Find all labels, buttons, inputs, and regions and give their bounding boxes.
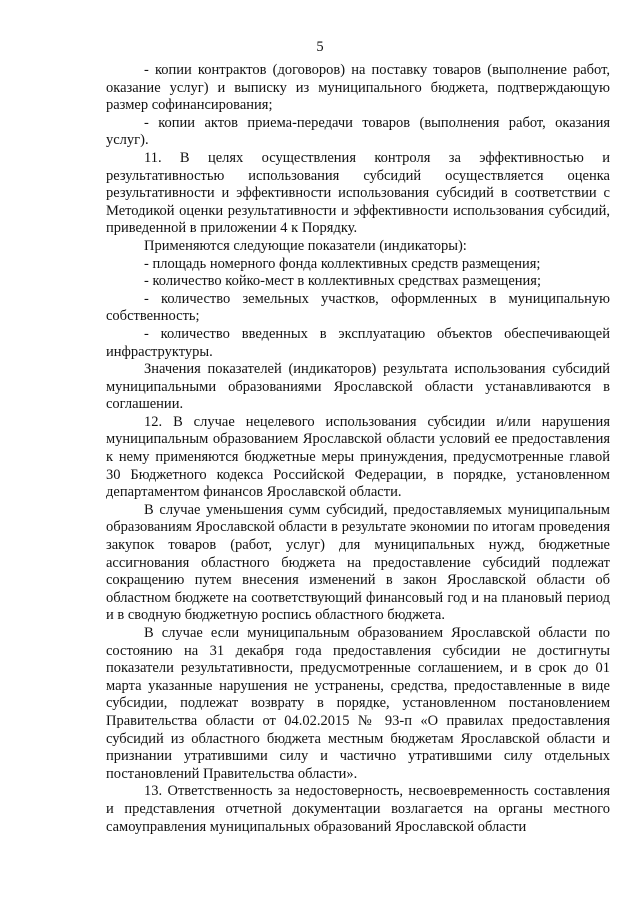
paragraph-section-13: 13. Ответственность за недостоверность, несвоевременность составления и представления отчетной документации возлагается на органы местного самоуправления муниципальных образований Ярославской области	[106, 783, 610, 835]
paragraph-indicators-intro: Применяются следующие показатели (индикаторы):	[144, 237, 467, 254]
paragraph-section-11: 11. В целях осуществления контроля за эффективностью и результативностью использования субсидий осуществляется оценка результативности и эффективности использования субсидий в соответствии с Методикой оценки результативности и эффективности использования субсидий, приведенной в приложении 4 к Порядку.	[106, 149, 610, 237]
page-number: 5	[316, 39, 324, 55]
document-body	[106, 62, 610, 836]
paragraph-indicator-land-plots: - количество земельных участков, оформленных в муниципальную собственность;	[106, 290, 610, 325]
paragraph-indicator-beds: - количество койко-мест в коллективных средствах размещения;	[144, 273, 541, 290]
paragraph-indicator-values: Значения показателей (индикаторов) результата использования субсидий муниципальными образованиями Ярославской области устанавливаются в соглашении.	[106, 361, 610, 413]
paragraph-section-12: 12. В случае нецелевого использования субсидии и/или нарушения муниципальным образованием Ярославской области условий ее предоставления к нему применяются бюджетные меры принуждения, предусмотренные главой 30 Бюджетного кодекса Российской Федерации, в порядке, установленном департаментом финансов Ярославской области.	[106, 413, 610, 501]
paragraph-indicator-room-area: - площадь номерного фонда коллективных средств размещения;	[144, 255, 541, 272]
paragraph-contract-copies: - копии контрактов (договоров) на поставку товаров (выполнение работ, оказание услуг) и выписку из муниципального бюджета, подтверждающую размер софинансирования;	[106, 62, 610, 114]
paragraph-subsidy-return: В случае если муниципальным образованием Ярославской области по состоянию на 31 декабря года предоставления субсидии не достигнуты показатели результативности, предусмотренные соглашением, и в срок до 01 марта указанные нарушения не устранены, средства, предоставленные в виде субсидии, подлежат возврату в порядке, установленном постановлением Правительства области от 04.02.2015 № 93-п «О правилах предоставления субсидий из областного бюджета местным бюджетам Ярославской области и признании утратившими силу и частично утратившими силу отдельных постановлений Правительства области».	[106, 625, 610, 782]
paragraph-indicator-infrastructure: - количество введенных в эксплуатацию объектов обеспечивающей инфраструктуры.	[106, 325, 610, 360]
paragraph-acceptance-acts: - копии актов приема-передачи товаров (выполнения работ, оказания услуг).	[106, 114, 610, 149]
paragraph-subsidy-reduction: В случае уменьшения сумм субсидий, предоставляемых муниципальным образованиям Ярославской области в результате экономии по итогам проведения закупок товаров (работ, услуг) для муниципальных нужд, бюджетные ассигнования областного бюджета на предоставление субсидий подлежат сокращению путем внесения изменений в закон Ярославской области об областном бюджете на соответствующий финансовый год и на плановый период и в сводную бюджетную роспись областного бюджета.	[106, 501, 610, 624]
